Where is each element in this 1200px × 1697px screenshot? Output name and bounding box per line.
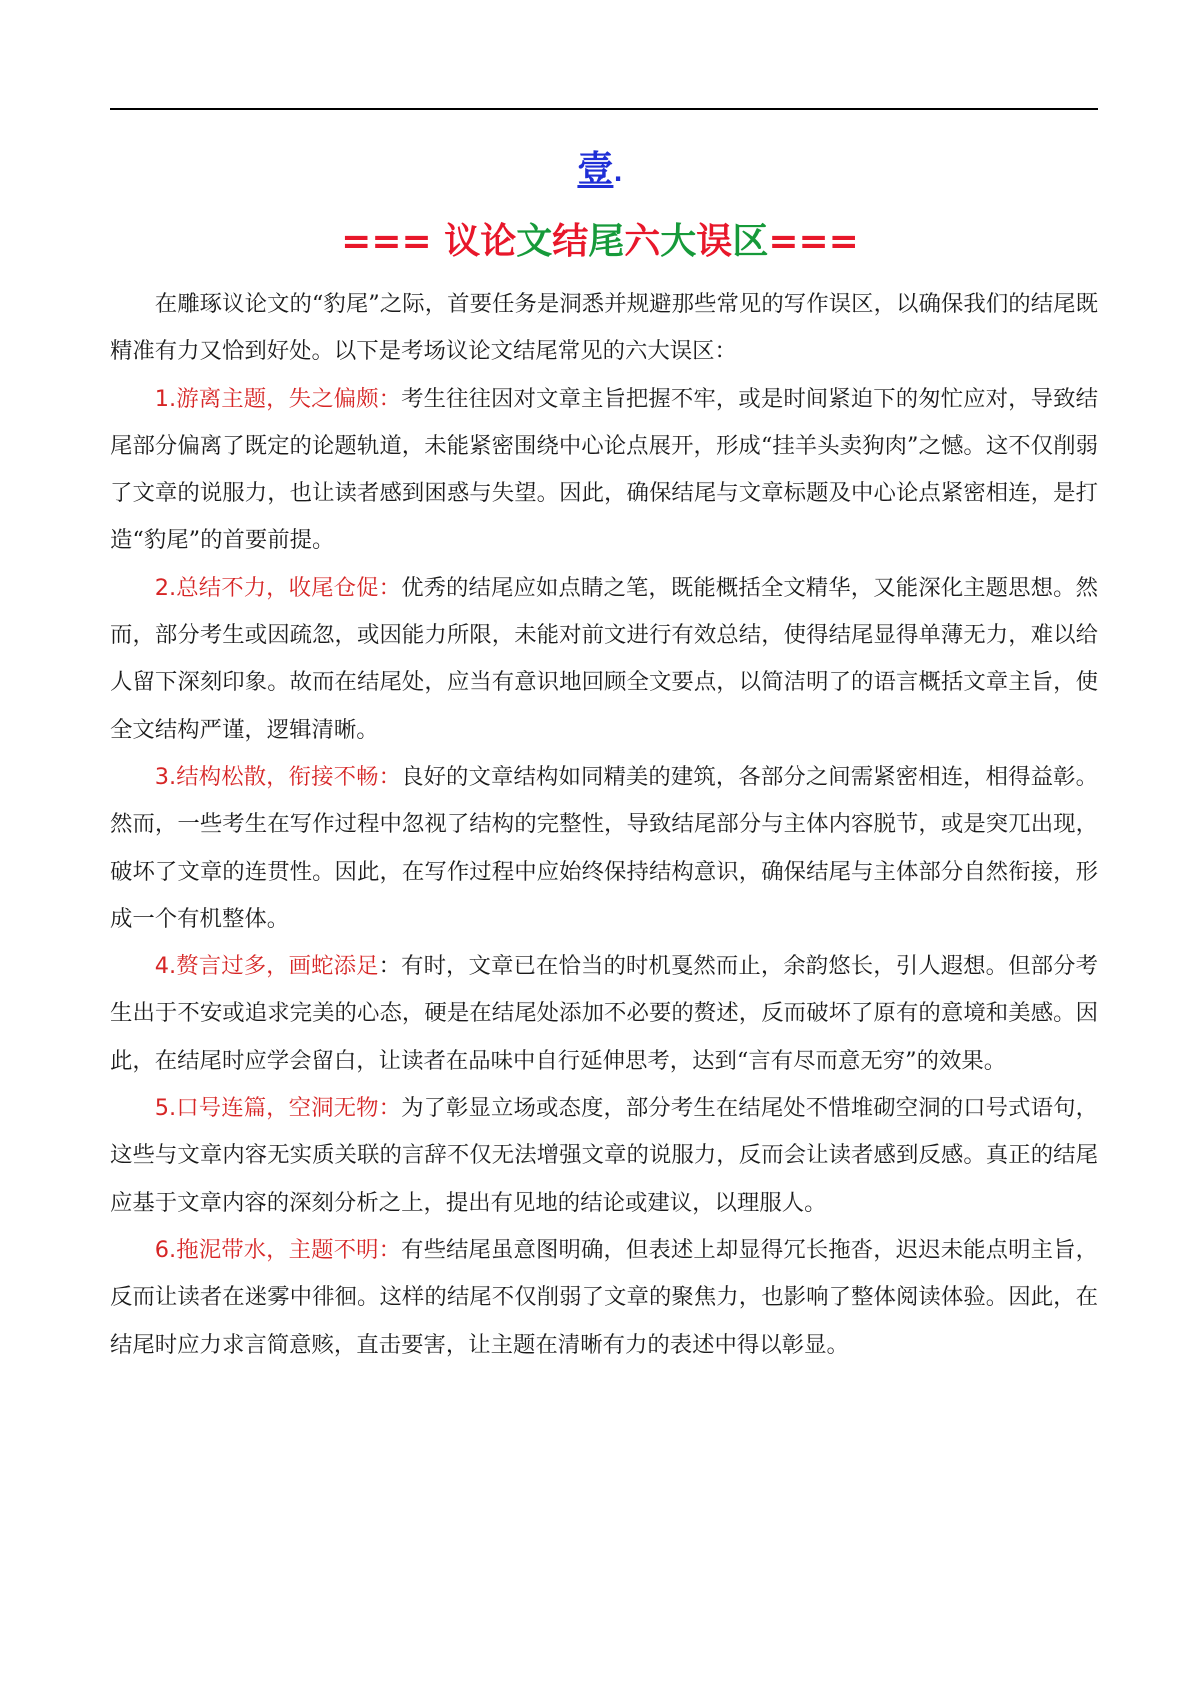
pitfall-heading-5: 5.口号连篇，空洞无物：: [154, 1095, 402, 1122]
title-part-1: 议论: [444, 221, 517, 262]
section-number: [0, 148, 1200, 195]
pitfall-paragraph-3: [110, 754, 1098, 943]
pitfall-paragraph-2: [110, 565, 1098, 754]
pitfall-heading-2: 2.总结不力，收尾仓促：: [154, 574, 402, 601]
title-part-3: 结: [552, 221, 589, 262]
document-title: [0, 220, 1200, 264]
pitfall-heading-6: 6.拖泥带水，主题不明：: [154, 1236, 402, 1263]
title-part-4: 尾: [588, 221, 625, 262]
header-rule: [110, 108, 1098, 110]
section-number-dot: .: [613, 159, 623, 187]
pitfall-paragraph-1: [110, 376, 1098, 565]
pitfall-text-5: 为了彰显立场或态度，部分考生在结尾处不惜堆砌空洞的口号式语句，这些与文章内容无实质关联的言辞不仅无法增强文章的说服力，反而会让读者感到反感。真正的结尾应基于文章内容的深刻分析之上，提出有见地的结论或建议，以理服人。: [110, 1095, 1098, 1216]
pitfall-heading-4: 4.赘言过多，画蛇添足: [154, 953, 379, 980]
pitfall-heading-3: 3.结构松散，衔接不畅：: [154, 763, 402, 790]
pitfall-text-2: 优秀的结尾应如点睛之笔，既能概括全文精华，又能深化主题思想。然而，部分考生或因疏忽，或因能力所限，未能对前文进行有效总结，使得结尾显得单薄无力，难以给人留下深刻印象。故而在结尾处，应当有意识地回顾全文要点，以简洁明了的语言概括文章主旨，使全文结构严谨，逻辑清晰。: [110, 574, 1098, 743]
document-body: [110, 281, 1098, 1369]
pitfall-paragraph-5: [110, 1085, 1098, 1227]
title-part-8: 区: [732, 221, 769, 262]
pitfall-paragraph-4: [110, 943, 1098, 1085]
title-part-2: 文: [516, 221, 553, 262]
pitfall-heading-1: 1.游离主题，失之偏颇：: [154, 385, 402, 412]
pitfall-text-1: 考生往往因对文章主旨把握不牢，或是时间紧迫下的匆忙应对，导致结尾部分偏离了既定的论题轨道，未能紧密围绕中心论点展开，形成“挂羊头卖狗肉”之憾。这不仅削弱了文章的说服力，也让读者感到困惑与失望。因此，确保结尾与文章标题及中心论点紧密相连，是打造“豹尾”的首要前提。: [110, 385, 1098, 554]
pitfall-paragraph-6: [110, 1227, 1098, 1369]
pitfall-text-4: ：有时，文章已在恰当的时机戛然而止，余韵悠长，引人遐想。但部分考生出于不安或追求完美的心态，硬是在结尾处添加不必要的赘述，反而破坏了原有的意境和美感。因此，在结尾时应学会留白，让读者在品味中自行延伸思考，达到“言有尽而意无穷”的效果。: [110, 953, 1098, 1074]
title-part-6: 大: [660, 221, 697, 262]
title-part-7: 误: [696, 221, 733, 262]
pitfall-text-3: 良好的文章结构如同精美的建筑，各部分之间需紧密相连，相得益彰。然而，一些考生在写作过程中忽视了结构的完整性，导致结尾部分与主体内容脱节，或是突兀出现，破坏了文章的连贯性。因此，在写作过程中应始终保持结构意识，确保结尾与主体部分自然衔接，形成一个有机整体。: [110, 763, 1098, 932]
title-part-5: 六: [624, 221, 661, 262]
title-prefix: ===: [341, 221, 432, 262]
intro-paragraph: 在雕琢议论文的“豹尾”之际，首要任务是洞悉并规避那些常见的写作误区，以确保我们的结尾既精准有力又恰到好处。以下是考场议论文结尾常见的六大误区：: [110, 291, 1098, 365]
pitfall-text-6: 有些结尾虽意图明确，但表述上却显得冗长拖沓，迟迟未能点明主旨，反而让读者在迷雾中徘徊。这样的结尾不仅削弱了文章的聚焦力，也影响了整体阅读体验。因此，在结尾时应力求言简意赅，直击要害，让主题在清晰有力的表述中得以彰显。: [110, 1236, 1098, 1358]
title-suffix: ===: [768, 221, 859, 262]
section-number-text: 壹: [577, 149, 614, 190]
